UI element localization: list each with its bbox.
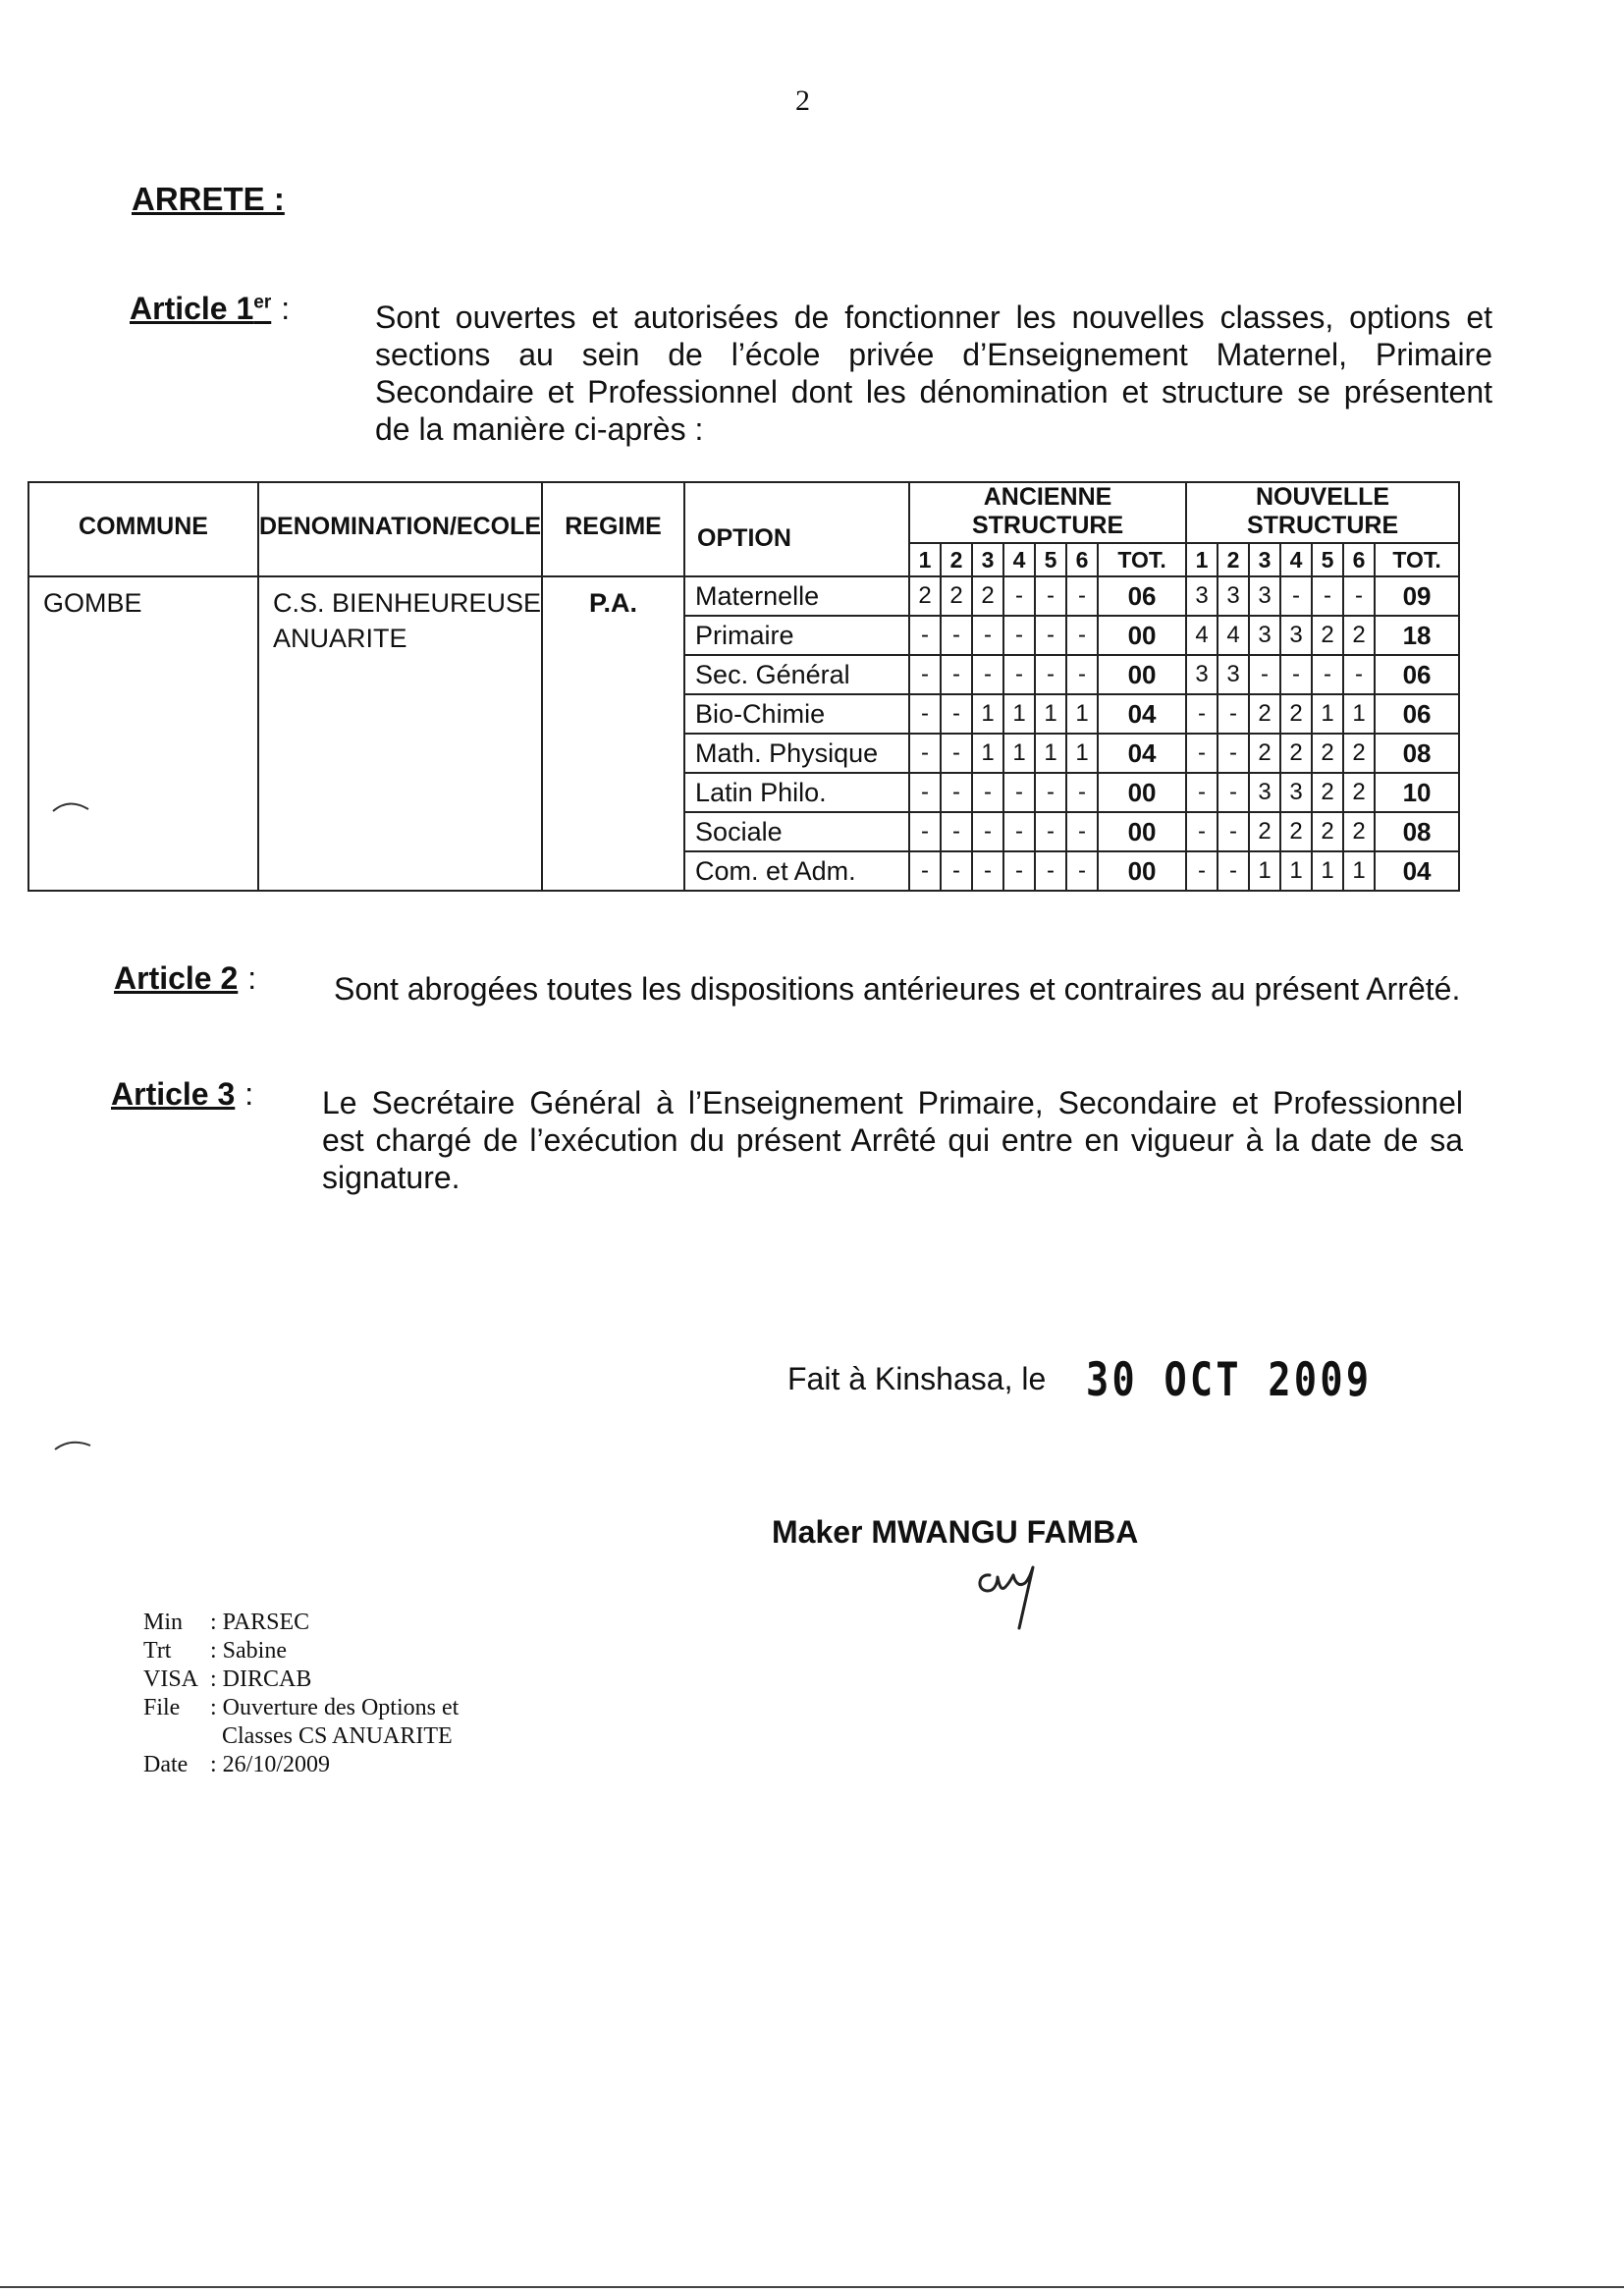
option-cell: Primaire <box>684 616 909 655</box>
old-structure-cell: 2 <box>972 576 1003 616</box>
article-1-label-text: Article 1 <box>130 291 254 326</box>
new-total-header: TOT. <box>1375 543 1459 576</box>
option-cell: Math. Physique <box>684 734 909 773</box>
old-structure-cell: 1 <box>972 694 1003 734</box>
new-structure-cell: - <box>1218 773 1249 812</box>
new-structure-cell: 1 <box>1312 694 1343 734</box>
option-cell: Sociale <box>684 812 909 851</box>
old-structure-cell: - <box>1066 773 1098 812</box>
old-structure-cell: - <box>972 812 1003 851</box>
old-structure-cell: 1 <box>1003 734 1035 773</box>
header-nouvelle-structure: NOUVELLE STRUCTURE <box>1186 482 1459 543</box>
old-col-3-header: 3 <box>972 543 1003 576</box>
old-structure-cell: - <box>909 851 941 891</box>
article-2-colon: : <box>247 960 257 996</box>
new-structure-cell: - <box>1343 576 1375 616</box>
new-structure-cell: 3 <box>1186 655 1218 694</box>
note-value: : PARSEC <box>210 1610 310 1635</box>
note-value: : Sabine <box>210 1638 287 1664</box>
note-key: File <box>143 1695 181 1720</box>
old-structure-total-cell: 00 <box>1098 773 1186 812</box>
old-structure-total-cell: 00 <box>1098 812 1186 851</box>
note-value: : Ouverture des Options et <box>210 1695 460 1720</box>
new-structure-cell: 2 <box>1249 812 1280 851</box>
old-structure-total-cell: 06 <box>1098 576 1186 616</box>
old-structure-cell: 1 <box>1003 694 1035 734</box>
old-structure-total-cell: 00 <box>1098 851 1186 891</box>
old-structure-cell: - <box>909 616 941 655</box>
option-cell: Com. et Adm. <box>684 851 909 891</box>
page-number: 2 <box>795 84 810 117</box>
new-structure-cell: 3 <box>1218 576 1249 616</box>
old-structure-cell: - <box>972 616 1003 655</box>
denomination-cell: C.S. BIENHEUREUSE ANUARITE <box>258 576 542 891</box>
date-stamp: 30 OCT 2009 <box>1086 1353 1373 1407</box>
header-option: OPTION <box>684 482 909 576</box>
old-structure-cell: - <box>909 694 941 734</box>
note-value: Classes CS ANUARITE <box>210 1723 453 1749</box>
handwritten-signature <box>972 1554 1060 1642</box>
new-structure-total-cell: 08 <box>1375 812 1459 851</box>
old-structure-cell: - <box>941 773 972 812</box>
new-col-3-header: 3 <box>1249 543 1280 576</box>
new-structure-cell: - <box>1312 655 1343 694</box>
old-structure-cell: - <box>1035 812 1066 851</box>
old-structure-cell: 1 <box>972 734 1003 773</box>
new-structure-cell: 2 <box>1343 734 1375 773</box>
old-structure-cell: 1 <box>1035 694 1066 734</box>
new-structure-cell: 2 <box>1312 773 1343 812</box>
new-structure-cell: 2 <box>1312 616 1343 655</box>
new-structure-cell: 2 <box>1280 694 1312 734</box>
regime-cell: P.A. <box>542 576 684 891</box>
old-structure-cell: - <box>972 851 1003 891</box>
scan-mark <box>51 1436 94 1453</box>
note-key: VISA <box>143 1666 199 1692</box>
new-structure-cell: - <box>1218 851 1249 891</box>
new-col-6-header: 6 <box>1343 543 1375 576</box>
old-structure-cell: 2 <box>909 576 941 616</box>
new-structure-total-cell: 08 <box>1375 734 1459 773</box>
old-structure-cell: - <box>1003 616 1035 655</box>
new-structure-cell: 4 <box>1186 616 1218 655</box>
old-col-4-header: 4 <box>1003 543 1035 576</box>
article-1-text: Sont ouvertes et autorisées de fonctionner les nouvelles classes, options et sections au sein de l’école privée d’Enseignement Maternel, Primaire Secondaire et Professionnel dont les dénomination et structure se présentent de la manière ci-après : <box>375 300 1492 447</box>
article-1-label <box>130 291 290 327</box>
header-ancienne-structure: ANCIENNE STRUCTURE <box>909 482 1186 543</box>
new-structure-cell: 3 <box>1280 616 1312 655</box>
old-col-6-header: 6 <box>1066 543 1098 576</box>
new-structure-total-cell: 18 <box>1375 616 1459 655</box>
table-row <box>28 576 1459 616</box>
new-structure-cell: - <box>1186 851 1218 891</box>
new-structure-total-cell: 09 <box>1375 576 1459 616</box>
new-structure-cell: 4 <box>1218 616 1249 655</box>
old-col-1-header: 1 <box>909 543 941 576</box>
new-structure-cell: 3 <box>1186 576 1218 616</box>
new-col-1-header: 1 <box>1186 543 1218 576</box>
option-cell: Maternelle <box>684 576 909 616</box>
option-cell: Sec. Général <box>684 655 909 694</box>
old-structure-cell: - <box>1003 576 1035 616</box>
old-structure-cell: - <box>1035 655 1066 694</box>
note-value: : 26/10/2009 <box>210 1752 331 1777</box>
old-structure-cell: 1 <box>1066 694 1098 734</box>
header-denomination: DENOMINATION/ECOLE <box>258 482 542 576</box>
old-col-5-header: 5 <box>1035 543 1066 576</box>
new-structure-cell: 2 <box>1343 773 1375 812</box>
header-commune: COMMUNE <box>28 482 258 576</box>
new-structure-cell: - <box>1186 812 1218 851</box>
new-structure-cell: 1 <box>1312 851 1343 891</box>
new-structure-cell: - <box>1218 694 1249 734</box>
signatory-name: Maker MWANGU FAMBA <box>772 1514 1139 1550</box>
old-structure-cell: - <box>941 734 972 773</box>
old-structure-cell: - <box>972 773 1003 812</box>
old-structure-total-cell: 00 <box>1098 616 1186 655</box>
old-col-2-header: 2 <box>941 543 972 576</box>
new-structure-cell: 2 <box>1280 812 1312 851</box>
new-col-4-header: 4 <box>1280 543 1312 576</box>
new-col-5-header: 5 <box>1312 543 1343 576</box>
place-label: Fait à Kinshasa, le <box>787 1361 1047 1396</box>
option-cell: Bio-Chimie <box>684 694 909 734</box>
new-structure-cell: - <box>1186 694 1218 734</box>
note-key: Trt <box>143 1638 172 1664</box>
new-structure-cell: - <box>1312 576 1343 616</box>
old-structure-cell: - <box>1066 812 1098 851</box>
new-structure-cell: 1 <box>1343 694 1375 734</box>
old-structure-cell: 2 <box>941 576 972 616</box>
routing-notes <box>0 1609 687 1785</box>
article-2-label <box>114 960 256 997</box>
old-structure-cell: - <box>941 812 972 851</box>
school-structure-table <box>27 481 1460 892</box>
new-col-2-header: 2 <box>1218 543 1249 576</box>
commune-cell: GOMBE <box>28 576 258 891</box>
old-structure-cell: - <box>909 655 941 694</box>
new-structure-cell: 2 <box>1343 616 1375 655</box>
old-structure-cell: - <box>1066 655 1098 694</box>
new-structure-total-cell: 06 <box>1375 655 1459 694</box>
new-structure-cell: 2 <box>1343 812 1375 851</box>
new-structure-cell: 3 <box>1218 655 1249 694</box>
new-structure-cell: 1 <box>1249 851 1280 891</box>
old-structure-cell: - <box>1066 576 1098 616</box>
new-structure-cell: 1 <box>1343 851 1375 891</box>
old-structure-cell: - <box>1003 851 1035 891</box>
old-structure-cell: - <box>941 694 972 734</box>
old-structure-cell: 1 <box>1066 734 1098 773</box>
old-structure-cell: - <box>972 655 1003 694</box>
new-structure-cell: 2 <box>1280 734 1312 773</box>
new-structure-cell: - <box>1218 812 1249 851</box>
old-structure-cell: - <box>1035 576 1066 616</box>
new-structure-cell: - <box>1280 576 1312 616</box>
old-structure-cell: - <box>1003 773 1035 812</box>
old-total-header: TOT. <box>1098 543 1186 576</box>
old-structure-cell: - <box>1035 851 1066 891</box>
old-structure-total-cell: 04 <box>1098 694 1186 734</box>
new-structure-total-cell: 06 <box>1375 694 1459 734</box>
article-3-colon: : <box>244 1076 254 1112</box>
old-structure-cell: - <box>941 655 972 694</box>
new-structure-total-cell: 04 <box>1375 851 1459 891</box>
note-key: Min <box>143 1610 184 1635</box>
old-structure-cell: - <box>909 773 941 812</box>
header-regime: REGIME <box>542 482 684 576</box>
old-structure-cell: 1 <box>1035 734 1066 773</box>
old-structure-cell: - <box>1066 851 1098 891</box>
new-structure-cell: 2 <box>1249 694 1280 734</box>
new-structure-cell: - <box>1218 734 1249 773</box>
new-structure-cell: - <box>1280 655 1312 694</box>
article-2-label-text: Article 2 <box>114 960 239 996</box>
document-heading: ARRETE : <box>132 181 285 217</box>
note-key: Date <box>143 1752 189 1777</box>
new-structure-cell: 3 <box>1249 616 1280 655</box>
new-structure-cell: - <box>1186 773 1218 812</box>
new-structure-cell: - <box>1343 655 1375 694</box>
old-structure-cell: - <box>941 851 972 891</box>
article-3-text: Le Secrétaire Général à l’Enseignement Primaire, Secondaire et Professionnel est chargé de l’exécution du présent Arrêté qui entre en vigueur à la date de sa signature. <box>322 1085 1463 1195</box>
scan-mark <box>49 797 92 815</box>
table-body <box>28 576 1459 891</box>
new-structure-total-cell: 10 <box>1375 773 1459 812</box>
old-structure-total-cell: 04 <box>1098 734 1186 773</box>
new-structure-cell: 2 <box>1249 734 1280 773</box>
old-structure-cell: - <box>1035 616 1066 655</box>
old-structure-cell: - <box>1003 812 1035 851</box>
new-structure-cell: 1 <box>1280 851 1312 891</box>
old-structure-cell: - <box>1066 616 1098 655</box>
new-structure-cell: - <box>1249 655 1280 694</box>
new-structure-cell: 2 <box>1312 812 1343 851</box>
old-structure-cell: - <box>909 812 941 851</box>
old-structure-cell: - <box>1003 655 1035 694</box>
article-1-colon: : <box>281 291 291 326</box>
old-structure-total-cell: 00 <box>1098 655 1186 694</box>
old-structure-cell: - <box>1035 773 1066 812</box>
old-structure-cell: - <box>941 616 972 655</box>
new-structure-cell: 3 <box>1280 773 1312 812</box>
article-2-text: Sont abrogées toutes les dispositions antérieures et contraires au présent Arrêté. <box>334 971 1461 1007</box>
new-structure-cell: 3 <box>1249 576 1280 616</box>
new-structure-cell: 2 <box>1312 734 1343 773</box>
article-3-label <box>111 1076 253 1113</box>
new-structure-cell: - <box>1186 734 1218 773</box>
article-1-superscript: er <box>253 292 272 313</box>
article-3-label-text: Article 3 <box>111 1076 236 1112</box>
option-cell: Latin Philo. <box>684 773 909 812</box>
old-structure-cell: - <box>909 734 941 773</box>
bottom-edge-line <box>0 2286 1624 2288</box>
note-value: : DIRCAB <box>210 1666 312 1692</box>
new-structure-cell: 3 <box>1249 773 1280 812</box>
